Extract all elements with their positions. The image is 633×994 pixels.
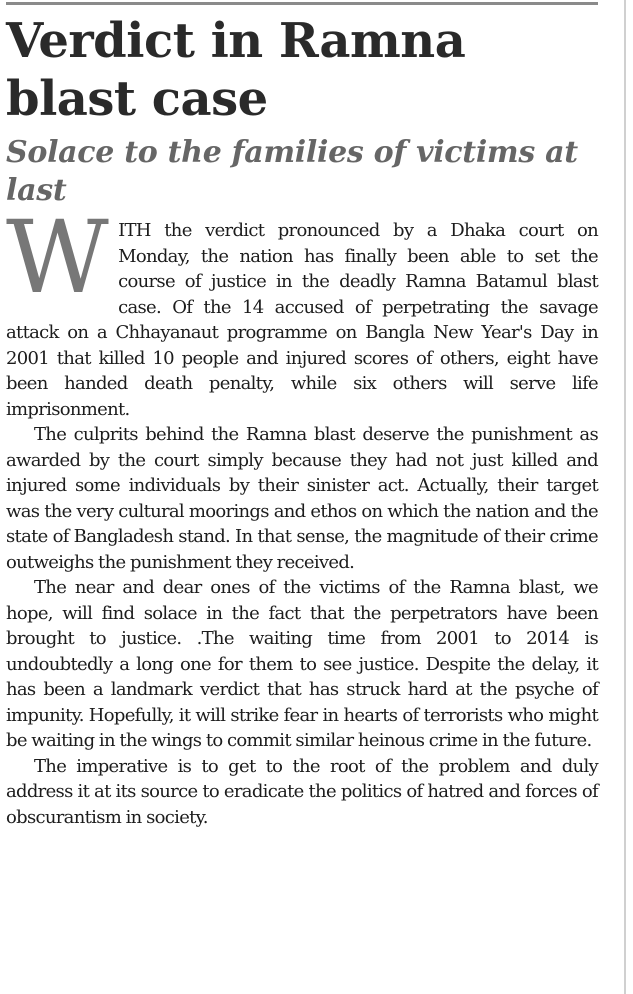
drop-cap: W	[6, 199, 109, 316]
paragraph-1	[6, 199, 598, 422]
top-rule	[6, 2, 598, 5]
column-divider	[624, 0, 626, 994]
article-body	[6, 199, 598, 830]
paragraph-2: The culprits behind the Ramna blast deserve the punishment as awarded by the court simply because they had not just killed and injured some individuals by their sinister act. Actually, their target was the very cultural moorings and ethos on which the nation and the state of Bangladesh stand. In that sense, the magnitude of their crime outweighs the punishment they received.	[6, 424, 598, 573]
headline: Verdict in Ramna blast case	[6, 13, 466, 127]
editorial-article	[6, 12, 598, 830]
subheadline: Solace to the families of victims at last	[6, 135, 578, 208]
paragraph-4: The imperative is to get to the root of the problem and duly address it at its source to eradicate the politics of hatred and forces of obscurantism in society.	[6, 755, 598, 828]
paragraph-3: The near and dear ones of the victims of the Ramna blast, we hope, will find solace in the fact that the perpetrators have been brought to justice. .The waiting time from 2001 to 2014 is undoubtedly a long one for them to see justice. Despite the delay, it has been a landmark verdict that has struck hard at the psyche of impunity. Hopefully, it will strike fear in hearts of terrorists who might be waiting in the wings to commit similar heinous crime in the future.	[6, 577, 598, 751]
paragraph-1-text: ITH the verdict pronounced by a Dhaka court on Monday, the nation has finally been able to set the course of justice in the deadly Ramna Batamul blast case. Of the 14 accused of perpetrating the savage attack on a Chhayanaut programme on Bangla New Year's Day in 2001 that killed 10 people and injured scores of others, eight have been handed death penalty, while six others will serve life imprisonment.	[6, 220, 598, 420]
